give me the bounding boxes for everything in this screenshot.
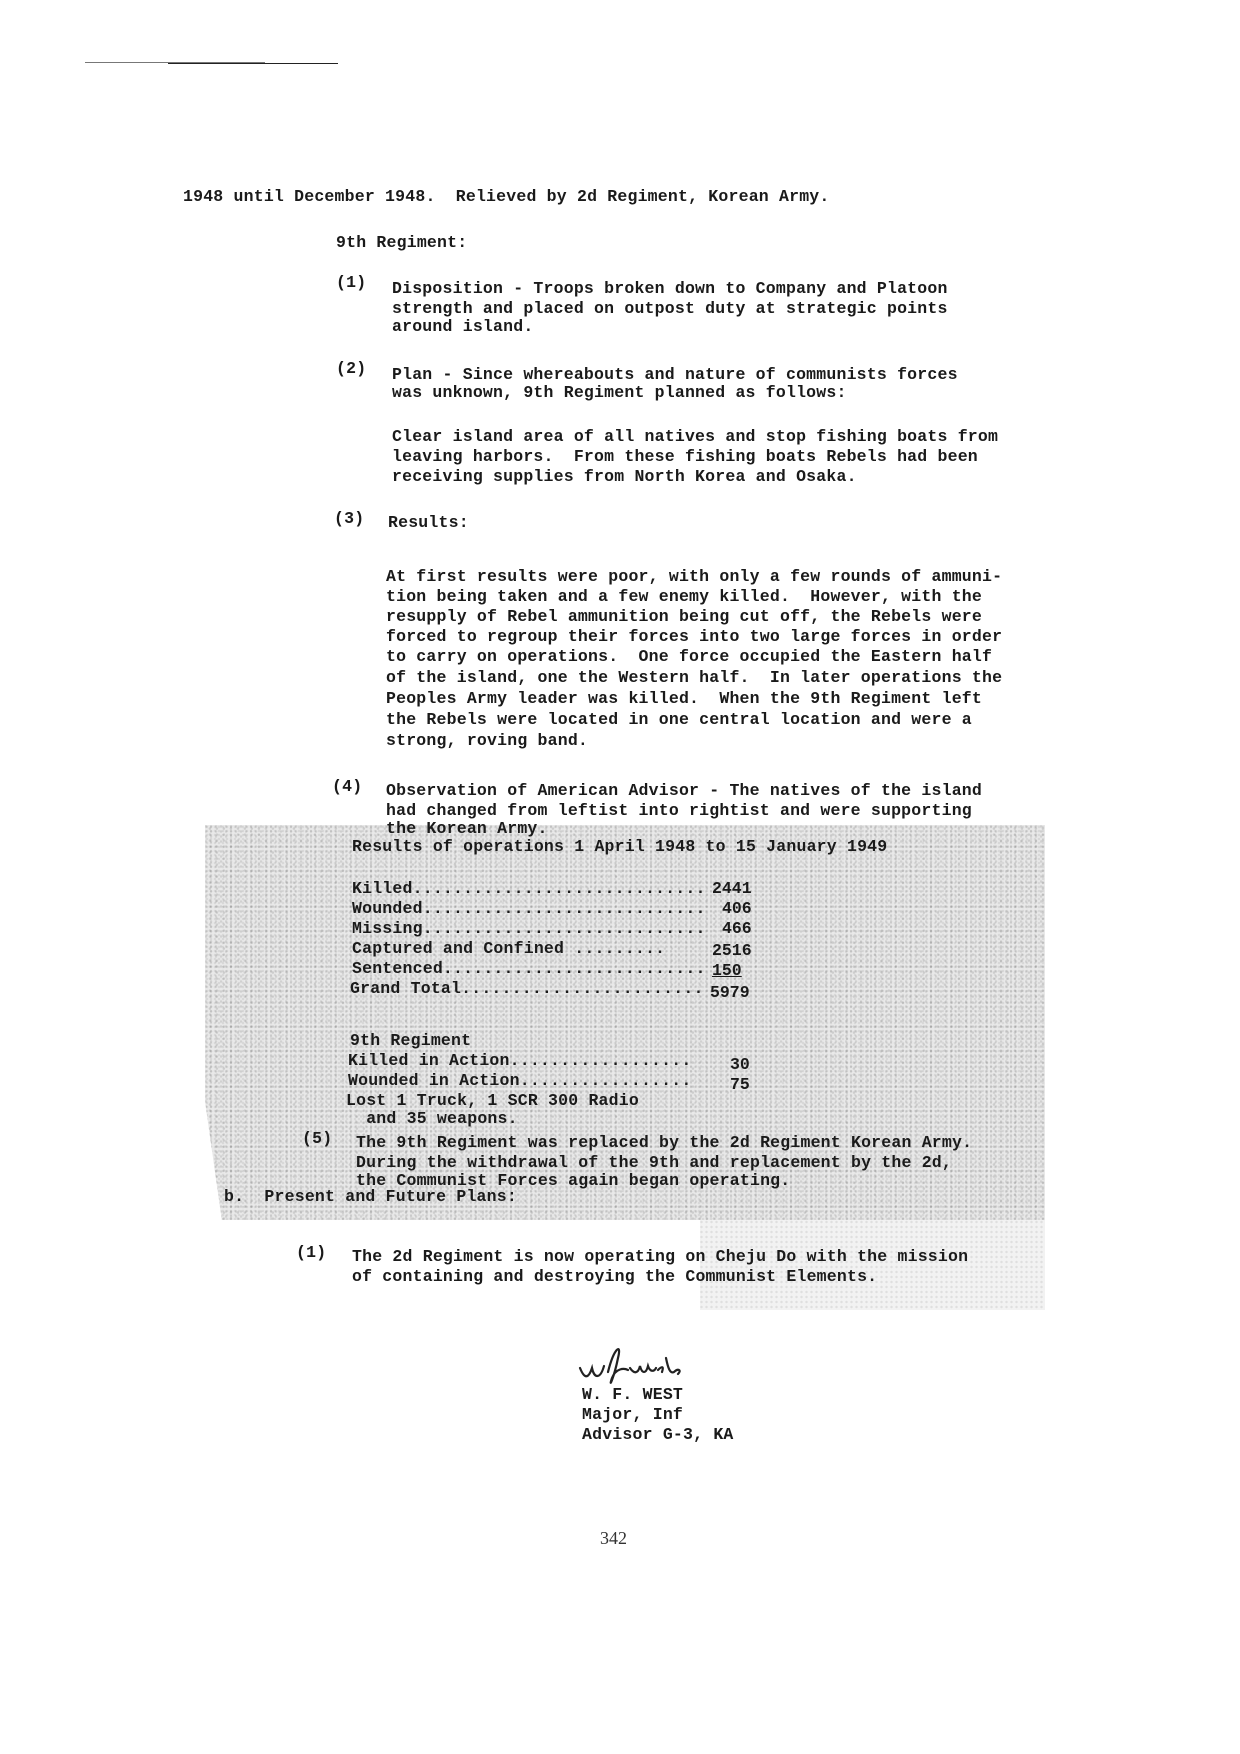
- regiment-row-label: Killed in Action..................: [348, 1051, 692, 1070]
- item-1-line-3: around island.: [392, 317, 534, 336]
- results-row-label: Wounded............................: [352, 899, 706, 918]
- item-3-sub-8: the Rebels were located in one central location and were a: [386, 710, 972, 729]
- item-3-sub-2: tion being taken and a few enemy killed. However, with the: [386, 587, 982, 606]
- lost-line-2: and 35 weapons.: [346, 1109, 518, 1128]
- section-b-item-1-line-1: The 2d Regiment is now operating on Cheju Do with the mission: [352, 1247, 969, 1266]
- results-title: Results of operations 1 April 1948 to 15 January 1949: [352, 837, 888, 856]
- item-5-marker: (5): [302, 1129, 333, 1148]
- regiment-row-label: Wounded in Action.................: [348, 1071, 692, 1090]
- item-3-sub-3: resupply of Rebel ammunition being cut off, the Rebels were: [386, 607, 982, 626]
- item-1-line-2: strength and placed on outpost duty at strategic points: [392, 299, 948, 318]
- item-3-line-1: Results:: [388, 513, 469, 532]
- results-row-value: 2441: [712, 879, 752, 898]
- page-number: 342: [600, 1528, 627, 1548]
- section-b-item-1-line-2: of containing and destroying the Communist Elements.: [352, 1267, 878, 1286]
- signer-name: W. F. WEST: [582, 1385, 684, 1404]
- item-3-sub-7: Peoples Army leader was killed. When the 9th Regiment left: [386, 689, 982, 708]
- results-total-value: 5979: [710, 983, 750, 1002]
- top-rule-dark: [168, 63, 338, 64]
- item-1-marker: (1): [336, 273, 367, 292]
- results-row-value: 2516: [712, 941, 752, 960]
- item-4-line-3: the Korean Army.: [386, 819, 548, 838]
- section-b-title: b. Present and Future Plans:: [224, 1187, 517, 1206]
- results-row-label: Captured and Confined .........: [352, 939, 666, 958]
- item-5-line-2: During the withdrawal of the 9th and replacement by the 2d,: [356, 1153, 952, 1172]
- header-line: 1948 until December 1948. Relieved by 2d Regiment, Korean Army.: [183, 187, 830, 206]
- item-3-sub-1: At first results were poor, with only a few rounds of ammuni-: [386, 567, 1003, 586]
- lost-line-1: Lost 1 Truck, 1 SCR 300 Radio: [346, 1091, 639, 1110]
- item-3-sub-5: to carry on operations. One force occupied the Eastern half: [386, 647, 993, 666]
- results-row-value: 466: [722, 919, 752, 938]
- item-5-line-3: the Communist Forces again began operating.: [356, 1171, 791, 1190]
- signer-rank: Major, Inf: [582, 1405, 684, 1424]
- signer-title: Advisor G-3, KA: [582, 1425, 734, 1444]
- item-2-line-2: was unknown, 9th Regiment planned as follows:: [392, 383, 847, 402]
- item-2-sub-3: receiving supplies from North Korea and Osaka.: [392, 467, 857, 486]
- item-3-marker: (3): [334, 509, 365, 528]
- item-3-sub-6: of the island, one the Western half. In later operations the: [386, 668, 1003, 687]
- item-4-marker: (4): [332, 777, 363, 796]
- section-title: 9th Regiment:: [336, 233, 468, 252]
- item-3-sub-9: strong, roving band.: [386, 731, 589, 750]
- results-total-label: Grand Total........................: [350, 979, 704, 998]
- item-1-line-1: Disposition - Troops broken down to Company and Platoon: [392, 279, 948, 298]
- regiment-row-value: 75: [730, 1075, 750, 1094]
- results-row-label: Missing............................: [352, 919, 706, 938]
- handwritten-signature-icon: [578, 1338, 748, 1388]
- item-2-sub-2: leaving harbors. From these fishing boats Rebels had been: [392, 447, 978, 466]
- results-row-value: 150: [712, 961, 742, 980]
- results-row-value: 406: [722, 899, 752, 918]
- item-5-line-1: The 9th Regiment was replaced by the 2d Regiment Korean Army.: [356, 1133, 973, 1152]
- item-2-marker: (2): [336, 359, 367, 378]
- results-row-label: Sentenced..........................: [352, 959, 706, 978]
- section-b-item-1-marker: (1): [296, 1243, 327, 1262]
- item-2-sub-1: Clear island area of all natives and stop fishing boats from: [392, 427, 999, 446]
- results-row-label: Killed.............................: [352, 879, 706, 898]
- item-2-line-1: Plan - Since whereabouts and nature of communists forces: [392, 365, 958, 384]
- item-3-sub-4: forced to regroup their forces into two large forces in order: [386, 627, 1003, 646]
- item-4-line-2: had changed from leftist into rightist and were supporting: [386, 801, 972, 820]
- item-4-line-1: Observation of American Advisor - The natives of the island: [386, 781, 982, 800]
- regiment-title: 9th Regiment: [350, 1031, 472, 1050]
- regiment-row-value: 30: [730, 1055, 750, 1074]
